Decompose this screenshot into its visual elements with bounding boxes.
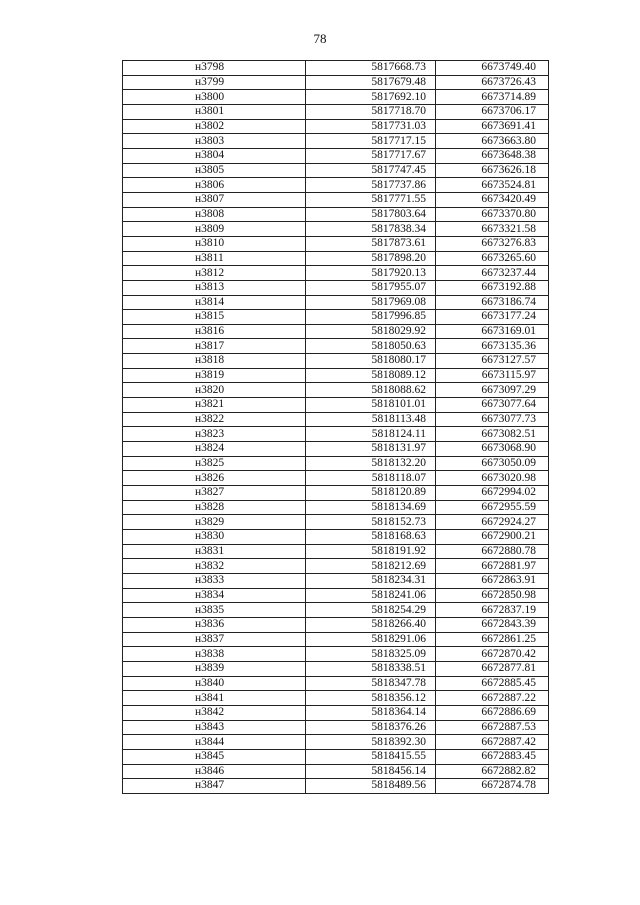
table-row bbox=[123, 735, 549, 750]
x-coordinate-cell: 5818132.20 bbox=[306, 456, 436, 471]
table-row bbox=[123, 779, 549, 794]
x-coordinate-cell: 5818191.92 bbox=[306, 544, 436, 559]
table-row bbox=[123, 61, 549, 76]
table-row bbox=[123, 354, 549, 369]
point-id-cell: н3839 bbox=[123, 661, 306, 676]
y-coordinate-cell: 6673169.01 bbox=[436, 324, 549, 339]
x-coordinate-cell: 5818152.73 bbox=[306, 515, 436, 530]
table-row bbox=[123, 471, 549, 486]
point-id-cell: н3806 bbox=[123, 178, 306, 193]
y-coordinate-cell: 6673068.90 bbox=[436, 442, 549, 457]
x-coordinate-cell: 5817747.45 bbox=[306, 163, 436, 178]
x-coordinate-cell: 5817668.73 bbox=[306, 61, 436, 76]
point-id-cell: н3825 bbox=[123, 456, 306, 471]
point-id-cell: н3830 bbox=[123, 530, 306, 545]
y-coordinate-cell: 6673648.38 bbox=[436, 148, 549, 163]
y-coordinate-cell: 6673177.24 bbox=[436, 310, 549, 325]
x-coordinate-cell: 5817737.86 bbox=[306, 178, 436, 193]
x-coordinate-cell: 5818124.11 bbox=[306, 427, 436, 442]
table-row bbox=[123, 617, 549, 632]
table-row bbox=[123, 500, 549, 515]
point-id-cell: н3823 bbox=[123, 427, 306, 442]
point-id-cell: н3841 bbox=[123, 691, 306, 706]
point-id-cell: н3820 bbox=[123, 383, 306, 398]
y-coordinate-cell: 6672885.45 bbox=[436, 676, 549, 691]
x-coordinate-cell: 5818291.06 bbox=[306, 632, 436, 647]
point-id-cell: н3837 bbox=[123, 632, 306, 647]
x-coordinate-cell: 5818120.89 bbox=[306, 486, 436, 501]
x-coordinate-cell: 5817717.67 bbox=[306, 148, 436, 163]
table-row bbox=[123, 749, 549, 764]
point-id-cell: н3799 bbox=[123, 75, 306, 90]
point-id-cell: н3810 bbox=[123, 236, 306, 251]
table-row bbox=[123, 515, 549, 530]
point-id-cell: н3843 bbox=[123, 720, 306, 735]
point-id-cell: н3838 bbox=[123, 647, 306, 662]
y-coordinate-cell: 6673420.49 bbox=[436, 192, 549, 207]
y-coordinate-cell: 6673237.44 bbox=[436, 266, 549, 281]
table-row bbox=[123, 559, 549, 574]
point-id-cell: н3798 bbox=[123, 61, 306, 76]
table-row bbox=[123, 251, 549, 266]
table-row bbox=[123, 134, 549, 149]
table-row bbox=[123, 412, 549, 427]
coordinates-table bbox=[122, 60, 549, 794]
x-coordinate-cell: 5818131.97 bbox=[306, 442, 436, 457]
y-coordinate-cell: 6672881.97 bbox=[436, 559, 549, 574]
table-row bbox=[123, 647, 549, 662]
y-coordinate-cell: 6673082.51 bbox=[436, 427, 549, 442]
y-coordinate-cell: 6673276.83 bbox=[436, 236, 549, 251]
table-row bbox=[123, 222, 549, 237]
point-id-cell: н3844 bbox=[123, 735, 306, 750]
point-id-cell: н3819 bbox=[123, 368, 306, 383]
x-coordinate-cell: 5818392.30 bbox=[306, 735, 436, 750]
table-row bbox=[123, 163, 549, 178]
x-coordinate-cell: 5818415.55 bbox=[306, 749, 436, 764]
x-coordinate-cell: 5818101.01 bbox=[306, 398, 436, 413]
table-row bbox=[123, 691, 549, 706]
y-coordinate-cell: 6672870.42 bbox=[436, 647, 549, 662]
x-coordinate-cell: 5818029.92 bbox=[306, 324, 436, 339]
point-id-cell: н3829 bbox=[123, 515, 306, 530]
y-coordinate-cell: 6672861.25 bbox=[436, 632, 549, 647]
point-id-cell: н3824 bbox=[123, 442, 306, 457]
x-coordinate-cell: 5818089.12 bbox=[306, 368, 436, 383]
point-id-cell: н3827 bbox=[123, 486, 306, 501]
y-coordinate-cell: 6672955.59 bbox=[436, 500, 549, 515]
y-coordinate-cell: 6672900.21 bbox=[436, 530, 549, 545]
table-row bbox=[123, 178, 549, 193]
point-id-cell: н3816 bbox=[123, 324, 306, 339]
y-coordinate-cell: 6673749.40 bbox=[436, 61, 549, 76]
point-id-cell: н3807 bbox=[123, 192, 306, 207]
point-id-cell: н3836 bbox=[123, 617, 306, 632]
y-coordinate-cell: 6672886.69 bbox=[436, 705, 549, 720]
x-coordinate-cell: 5817771.55 bbox=[306, 192, 436, 207]
y-coordinate-cell: 6673370.80 bbox=[436, 207, 549, 222]
table-row bbox=[123, 720, 549, 735]
x-coordinate-cell: 5818168.63 bbox=[306, 530, 436, 545]
point-id-cell: н3835 bbox=[123, 603, 306, 618]
x-coordinate-cell: 5818456.14 bbox=[306, 764, 436, 779]
x-coordinate-cell: 5818050.63 bbox=[306, 339, 436, 354]
point-id-cell: н3815 bbox=[123, 310, 306, 325]
x-coordinate-cell: 5818489.56 bbox=[306, 779, 436, 794]
table-row bbox=[123, 192, 549, 207]
point-id-cell: н3802 bbox=[123, 119, 306, 134]
x-coordinate-cell: 5817717.15 bbox=[306, 134, 436, 149]
y-coordinate-cell: 6672887.42 bbox=[436, 735, 549, 750]
table-row bbox=[123, 207, 549, 222]
x-coordinate-cell: 5817996.85 bbox=[306, 310, 436, 325]
point-id-cell: н3812 bbox=[123, 266, 306, 281]
y-coordinate-cell: 6673135.36 bbox=[436, 339, 549, 354]
x-coordinate-cell: 5818134.69 bbox=[306, 500, 436, 515]
table-row bbox=[123, 456, 549, 471]
x-coordinate-cell: 5818241.06 bbox=[306, 588, 436, 603]
point-id-cell: н3833 bbox=[123, 573, 306, 588]
point-id-cell: н3832 bbox=[123, 559, 306, 574]
table-row bbox=[123, 90, 549, 105]
table-row bbox=[123, 632, 549, 647]
x-coordinate-cell: 5818113.48 bbox=[306, 412, 436, 427]
table-row bbox=[123, 75, 549, 90]
table-row bbox=[123, 266, 549, 281]
table-row bbox=[123, 764, 549, 779]
table-row bbox=[123, 368, 549, 383]
y-coordinate-cell: 6673192.88 bbox=[436, 280, 549, 295]
point-id-cell: н3845 bbox=[123, 749, 306, 764]
y-coordinate-cell: 6672887.53 bbox=[436, 720, 549, 735]
y-coordinate-cell: 6673714.89 bbox=[436, 90, 549, 105]
x-coordinate-cell: 5818212.69 bbox=[306, 559, 436, 574]
table-row bbox=[123, 236, 549, 251]
table-row bbox=[123, 588, 549, 603]
x-coordinate-cell: 5817898.20 bbox=[306, 251, 436, 266]
point-id-cell: н3804 bbox=[123, 148, 306, 163]
table-row bbox=[123, 486, 549, 501]
table-row bbox=[123, 398, 549, 413]
x-coordinate-cell: 5818325.09 bbox=[306, 647, 436, 662]
table-row bbox=[123, 442, 549, 457]
point-id-cell: н3847 bbox=[123, 779, 306, 794]
point-id-cell: н3821 bbox=[123, 398, 306, 413]
point-id-cell: н3813 bbox=[123, 280, 306, 295]
x-coordinate-cell: 5817803.64 bbox=[306, 207, 436, 222]
table-row bbox=[123, 295, 549, 310]
y-coordinate-cell: 6672874.78 bbox=[436, 779, 549, 794]
y-coordinate-cell: 6673127.57 bbox=[436, 354, 549, 369]
y-coordinate-cell: 6672887.22 bbox=[436, 691, 549, 706]
x-coordinate-cell: 5818364.14 bbox=[306, 705, 436, 720]
x-coordinate-cell: 5817969.08 bbox=[306, 295, 436, 310]
y-coordinate-cell: 6672924.27 bbox=[436, 515, 549, 530]
x-coordinate-cell: 5818347.78 bbox=[306, 676, 436, 691]
page-number: 78 bbox=[313, 31, 327, 46]
table-row bbox=[123, 310, 549, 325]
point-id-cell: н3846 bbox=[123, 764, 306, 779]
point-id-cell: н3803 bbox=[123, 134, 306, 149]
y-coordinate-cell: 6673626.18 bbox=[436, 163, 549, 178]
y-coordinate-cell: 6672843.39 bbox=[436, 617, 549, 632]
x-coordinate-cell: 5817873.61 bbox=[306, 236, 436, 251]
x-coordinate-cell: 5817679.48 bbox=[306, 75, 436, 90]
table-row bbox=[123, 280, 549, 295]
y-coordinate-cell: 6672850.98 bbox=[436, 588, 549, 603]
y-coordinate-cell: 6672863.91 bbox=[436, 573, 549, 588]
coordinates-table-body bbox=[123, 61, 549, 794]
y-coordinate-cell: 6673663.80 bbox=[436, 134, 549, 149]
table-row bbox=[123, 661, 549, 676]
y-coordinate-cell: 6673097.29 bbox=[436, 383, 549, 398]
y-coordinate-cell: 6673706.17 bbox=[436, 104, 549, 119]
y-coordinate-cell: 6673524.81 bbox=[436, 178, 549, 193]
x-coordinate-cell: 5817955.07 bbox=[306, 280, 436, 295]
y-coordinate-cell: 6673321.58 bbox=[436, 222, 549, 237]
y-coordinate-cell: 6672994.02 bbox=[436, 486, 549, 501]
y-coordinate-cell: 6672882.82 bbox=[436, 764, 549, 779]
y-coordinate-cell: 6673077.73 bbox=[436, 412, 549, 427]
y-coordinate-cell: 6672880.78 bbox=[436, 544, 549, 559]
point-id-cell: н3800 bbox=[123, 90, 306, 105]
table-row bbox=[123, 544, 549, 559]
y-coordinate-cell: 6672883.45 bbox=[436, 749, 549, 764]
point-id-cell: н3831 bbox=[123, 544, 306, 559]
table-row bbox=[123, 119, 549, 134]
x-coordinate-cell: 5817692.10 bbox=[306, 90, 436, 105]
point-id-cell: н3811 bbox=[123, 251, 306, 266]
table-row bbox=[123, 339, 549, 354]
x-coordinate-cell: 5817838.34 bbox=[306, 222, 436, 237]
x-coordinate-cell: 5817920.13 bbox=[306, 266, 436, 281]
point-id-cell: н3818 bbox=[123, 354, 306, 369]
x-coordinate-cell: 5817731.03 bbox=[306, 119, 436, 134]
x-coordinate-cell: 5818254.29 bbox=[306, 603, 436, 618]
y-coordinate-cell: 6673020.98 bbox=[436, 471, 549, 486]
point-id-cell: н3822 bbox=[123, 412, 306, 427]
y-coordinate-cell: 6673050.09 bbox=[436, 456, 549, 471]
y-coordinate-cell: 6673115.97 bbox=[436, 368, 549, 383]
x-coordinate-cell: 5817718.70 bbox=[306, 104, 436, 119]
point-id-cell: н3805 bbox=[123, 163, 306, 178]
point-id-cell: н3808 bbox=[123, 207, 306, 222]
x-coordinate-cell: 5818118.07 bbox=[306, 471, 436, 486]
table-row bbox=[123, 427, 549, 442]
y-coordinate-cell: 6673077.64 bbox=[436, 398, 549, 413]
y-coordinate-cell: 6672877.81 bbox=[436, 661, 549, 676]
table-row bbox=[123, 676, 549, 691]
table-row bbox=[123, 603, 549, 618]
table-row bbox=[123, 324, 549, 339]
y-coordinate-cell: 6673186.74 bbox=[436, 295, 549, 310]
point-id-cell: н3826 bbox=[123, 471, 306, 486]
x-coordinate-cell: 5818376.26 bbox=[306, 720, 436, 735]
y-coordinate-cell: 6673691.41 bbox=[436, 119, 549, 134]
point-id-cell: н3801 bbox=[123, 104, 306, 119]
point-id-cell: н3840 bbox=[123, 676, 306, 691]
x-coordinate-cell: 5818234.31 bbox=[306, 573, 436, 588]
point-id-cell: н3834 bbox=[123, 588, 306, 603]
point-id-cell: н3817 bbox=[123, 339, 306, 354]
x-coordinate-cell: 5818088.62 bbox=[306, 383, 436, 398]
table-row bbox=[123, 705, 549, 720]
y-coordinate-cell: 6673726.43 bbox=[436, 75, 549, 90]
x-coordinate-cell: 5818356.12 bbox=[306, 691, 436, 706]
point-id-cell: н3842 bbox=[123, 705, 306, 720]
x-coordinate-cell: 5818266.40 bbox=[306, 617, 436, 632]
table-row bbox=[123, 104, 549, 119]
table-row bbox=[123, 148, 549, 163]
y-coordinate-cell: 6672837.19 bbox=[436, 603, 549, 618]
y-coordinate-cell: 6673265.60 bbox=[436, 251, 549, 266]
table-row bbox=[123, 573, 549, 588]
x-coordinate-cell: 5818338.51 bbox=[306, 661, 436, 676]
table-row bbox=[123, 383, 549, 398]
point-id-cell: н3814 bbox=[123, 295, 306, 310]
x-coordinate-cell: 5818080.17 bbox=[306, 354, 436, 369]
point-id-cell: н3809 bbox=[123, 222, 306, 237]
point-id-cell: н3828 bbox=[123, 500, 306, 515]
table-row bbox=[123, 530, 549, 545]
